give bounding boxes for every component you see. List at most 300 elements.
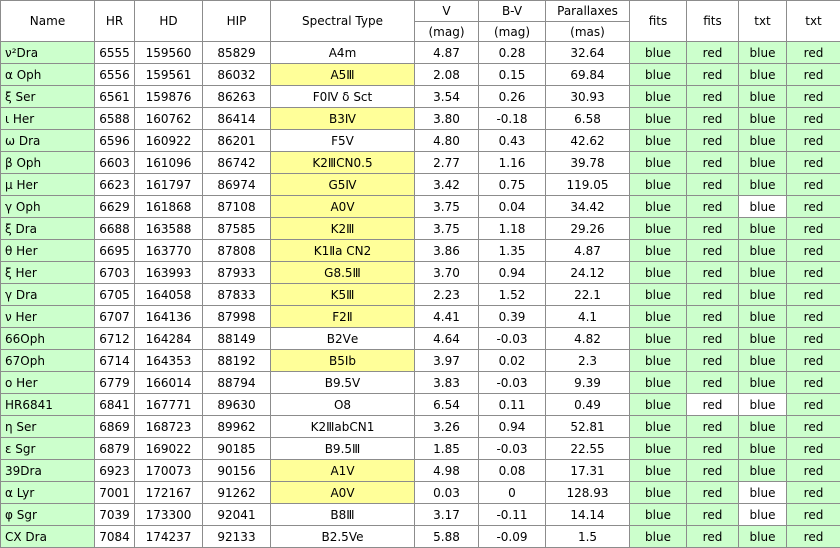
hr-cell: 6588 <box>95 108 135 130</box>
spectral-type-cell: K2ⅢCN0.5 <box>271 152 415 174</box>
hr-cell: 6555 <box>95 42 135 64</box>
txt-red-link[interactable]: red <box>787 306 840 328</box>
bv-color-cell: 0.11 <box>479 394 546 416</box>
fits-red-link[interactable]: red <box>687 394 739 416</box>
parallax-cell: 34.42 <box>546 196 630 218</box>
star-name-cell: θ Her <box>1 240 95 262</box>
header-bv: B-V <box>479 1 546 22</box>
hd-cell: 161868 <box>135 196 203 218</box>
bv-color-cell: 0.43 <box>479 130 546 152</box>
star-name-cell: 39Dra <box>1 460 95 482</box>
fits-red-link[interactable]: red <box>687 504 739 526</box>
hip-cell: 88192 <box>203 350 271 372</box>
fits-blue-link[interactable]: blue <box>630 262 687 284</box>
hr-cell: 6707 <box>95 306 135 328</box>
table-row <box>1 328 840 350</box>
hr-cell: 6603 <box>95 152 135 174</box>
hd-cell: 172167 <box>135 482 203 504</box>
spectral-type-cell: F0Ⅳ δ Sct <box>271 86 415 108</box>
hr-cell: 7001 <box>95 482 135 504</box>
parallax-cell: 17.31 <box>546 460 630 482</box>
v-mag-cell: 2.08 <box>415 64 479 86</box>
hr-cell: 6561 <box>95 86 135 108</box>
txt-blue-link[interactable]: blue <box>739 108 787 130</box>
fits-red-link[interactable]: red <box>687 526 739 548</box>
hr-cell: 7084 <box>95 526 135 548</box>
header-txt-blue: txt <box>739 1 787 42</box>
fits-red-link[interactable]: red <box>687 152 739 174</box>
txt-blue-link[interactable]: blue <box>739 526 787 548</box>
hd-cell: 163993 <box>135 262 203 284</box>
table-row <box>1 350 840 372</box>
txt-blue-link[interactable]: blue <box>739 174 787 196</box>
fits-red-link[interactable]: red <box>687 438 739 460</box>
txt-blue-link[interactable]: blue <box>739 306 787 328</box>
txt-blue-link[interactable]: blue <box>739 284 787 306</box>
fits-blue-link[interactable]: blue <box>630 438 687 460</box>
bv-color-cell: 0.28 <box>479 42 546 64</box>
bv-color-cell: 0.94 <box>479 262 546 284</box>
hip-cell: 92041 <box>203 504 271 526</box>
txt-blue-link[interactable]: blue <box>739 42 787 64</box>
spectral-type-cell: A5Ⅲ <box>271 64 415 86</box>
hr-cell: 6705 <box>95 284 135 306</box>
fits-red-link[interactable]: red <box>687 306 739 328</box>
txt-blue-link[interactable]: blue <box>739 218 787 240</box>
hd-cell: 164058 <box>135 284 203 306</box>
bv-color-cell: -0.09 <box>479 526 546 548</box>
txt-blue-link[interactable]: blue <box>739 416 787 438</box>
spectral-type-cell: B5Ⅰb <box>271 350 415 372</box>
fits-red-link[interactable]: red <box>687 372 739 394</box>
fits-blue-link[interactable]: blue <box>630 350 687 372</box>
v-mag-cell: 3.75 <box>415 196 479 218</box>
fits-blue-link[interactable]: blue <box>630 394 687 416</box>
header-hr: HR <box>95 1 135 42</box>
bv-color-cell: 0.04 <box>479 196 546 218</box>
hd-cell: 174237 <box>135 526 203 548</box>
fits-red-link[interactable]: red <box>687 240 739 262</box>
txt-red-link[interactable]: red <box>787 372 840 394</box>
spectral-type-cell: A0Ⅴ <box>271 196 415 218</box>
v-mag-cell: 3.70 <box>415 262 479 284</box>
fits-blue-link[interactable]: blue <box>630 130 687 152</box>
parallax-cell: 6.58 <box>546 108 630 130</box>
hip-cell: 90156 <box>203 460 271 482</box>
spectral-type-cell: K5Ⅲ <box>271 284 415 306</box>
hip-cell: 87108 <box>203 196 271 218</box>
txt-blue-link[interactable]: blue <box>739 130 787 152</box>
txt-blue-link[interactable]: blue <box>739 328 787 350</box>
table-row <box>1 240 840 262</box>
v-mag-cell: 4.41 <box>415 306 479 328</box>
fits-red-link[interactable]: red <box>687 482 739 504</box>
hd-cell: 160762 <box>135 108 203 130</box>
fits-red-link[interactable]: red <box>687 284 739 306</box>
bv-color-cell: 1.35 <box>479 240 546 262</box>
hd-cell: 166014 <box>135 372 203 394</box>
txt-red-link[interactable]: red <box>787 218 840 240</box>
bv-color-cell: 0.02 <box>479 350 546 372</box>
hr-cell: 6779 <box>95 372 135 394</box>
parallax-cell: 119.05 <box>546 174 630 196</box>
table-row <box>1 130 840 152</box>
spectral-type-cell: G5Ⅳ <box>271 174 415 196</box>
hd-cell: 167771 <box>135 394 203 416</box>
fits-red-link[interactable]: red <box>687 218 739 240</box>
star-name-cell: ν Her <box>1 306 95 328</box>
star-name-cell: β Oph <box>1 152 95 174</box>
spectral-type-cell: B8Ⅲ <box>271 504 415 526</box>
hr-cell: 6629 <box>95 196 135 218</box>
v-mag-cell: 3.42 <box>415 174 479 196</box>
txt-blue-link[interactable]: blue <box>739 460 787 482</box>
spectral-type-cell: F2Ⅱ <box>271 306 415 328</box>
table-row <box>1 86 840 108</box>
hip-cell: 87933 <box>203 262 271 284</box>
hr-cell: 6841 <box>95 394 135 416</box>
v-mag-cell: 2.77 <box>415 152 479 174</box>
hip-cell: 87998 <box>203 306 271 328</box>
hd-cell: 164284 <box>135 328 203 350</box>
txt-red-link[interactable]: red <box>787 64 840 86</box>
v-mag-cell: 2.23 <box>415 284 479 306</box>
bv-color-cell: -0.11 <box>479 504 546 526</box>
fits-blue-link[interactable]: blue <box>630 64 687 86</box>
spectral-type-cell: A0Ⅴ <box>271 482 415 504</box>
table-row <box>1 372 840 394</box>
header-txt-red: txt <box>787 1 840 42</box>
txt-blue-link[interactable]: blue <box>739 394 787 416</box>
hip-cell: 86414 <box>203 108 271 130</box>
bv-color-cell: 0.39 <box>479 306 546 328</box>
header-spectral-type: Spectral Type <box>271 1 415 42</box>
hr-cell: 6703 <box>95 262 135 284</box>
txt-blue-link[interactable]: blue <box>739 438 787 460</box>
bv-color-cell: 1.52 <box>479 284 546 306</box>
bv-color-cell: 1.18 <box>479 218 546 240</box>
hr-cell: 7039 <box>95 504 135 526</box>
v-mag-cell: 4.98 <box>415 460 479 482</box>
hip-cell: 86263 <box>203 86 271 108</box>
parallax-cell: 42.62 <box>546 130 630 152</box>
parallax-cell: 22.1 <box>546 284 630 306</box>
parallax-cell: 4.87 <box>546 240 630 262</box>
fits-red-link[interactable]: red <box>687 196 739 218</box>
bv-color-cell: -0.03 <box>479 438 546 460</box>
hd-cell: 163588 <box>135 218 203 240</box>
fits-blue-link[interactable]: blue <box>630 504 687 526</box>
hip-cell: 89630 <box>203 394 271 416</box>
star-name-cell: ε Sgr <box>1 438 95 460</box>
fits-red-link[interactable]: red <box>687 108 739 130</box>
txt-red-link[interactable]: red <box>787 196 840 218</box>
hip-cell: 91262 <box>203 482 271 504</box>
hd-cell: 173300 <box>135 504 203 526</box>
txt-red-link[interactable]: red <box>787 284 840 306</box>
fits-blue-link[interactable]: blue <box>630 108 687 130</box>
bv-color-cell: 0.26 <box>479 86 546 108</box>
v-mag-cell: 3.75 <box>415 218 479 240</box>
table-row <box>1 42 840 64</box>
star-name-cell: 66Oph <box>1 328 95 350</box>
bv-color-cell: 0 <box>479 482 546 504</box>
hr-cell: 6623 <box>95 174 135 196</box>
v-mag-cell: 0.03 <box>415 482 479 504</box>
txt-blue-link[interactable]: blue <box>739 152 787 174</box>
hip-cell: 87585 <box>203 218 271 240</box>
table-row <box>1 64 840 86</box>
parallax-cell: 4.1 <box>546 306 630 328</box>
txt-blue-link[interactable]: blue <box>739 64 787 86</box>
fits-red-link[interactable]: red <box>687 328 739 350</box>
bv-color-cell: 0.75 <box>479 174 546 196</box>
star-name-cell: ν²Dra <box>1 42 95 64</box>
txt-red-link[interactable]: red <box>787 482 840 504</box>
parallax-cell: 128.93 <box>546 482 630 504</box>
txt-blue-link[interactable]: blue <box>739 504 787 526</box>
fits-blue-link[interactable]: blue <box>630 86 687 108</box>
hr-cell: 6879 <box>95 438 135 460</box>
parallax-cell: 69.84 <box>546 64 630 86</box>
table-row <box>1 504 840 526</box>
fits-blue-link[interactable]: blue <box>630 372 687 394</box>
table-row <box>1 438 840 460</box>
fits-blue-link[interactable]: blue <box>630 218 687 240</box>
parallax-cell: 52.81 <box>546 416 630 438</box>
star-name-cell: γ Oph <box>1 196 95 218</box>
txt-red-link[interactable]: red <box>787 394 840 416</box>
hr-cell: 6556 <box>95 64 135 86</box>
star-name-cell: ξ Dra <box>1 218 95 240</box>
star-name-cell: ξ Her <box>1 262 95 284</box>
table-row <box>1 108 840 130</box>
spectral-type-cell: B2Ⅴe <box>271 328 415 350</box>
hip-cell: 86742 <box>203 152 271 174</box>
fits-blue-link[interactable]: blue <box>630 42 687 64</box>
hr-cell: 6712 <box>95 328 135 350</box>
hd-cell: 160922 <box>135 130 203 152</box>
table-row <box>1 394 840 416</box>
hd-cell: 159876 <box>135 86 203 108</box>
txt-blue-link[interactable]: blue <box>739 482 787 504</box>
star-name-cell: HR6841 <box>1 394 95 416</box>
hip-cell: 86974 <box>203 174 271 196</box>
hip-cell: 90185 <box>203 438 271 460</box>
v-mag-cell: 4.87 <box>415 42 479 64</box>
v-mag-cell: 1.85 <box>415 438 479 460</box>
hd-cell: 159560 <box>135 42 203 64</box>
spectral-type-cell: O8 <box>271 394 415 416</box>
fits-blue-link[interactable]: blue <box>630 526 687 548</box>
fits-red-link[interactable]: red <box>687 42 739 64</box>
txt-blue-link[interactable]: blue <box>739 350 787 372</box>
parallax-cell: 30.93 <box>546 86 630 108</box>
txt-blue-link[interactable]: blue <box>739 86 787 108</box>
v-mag-cell: 3.17 <box>415 504 479 526</box>
txt-blue-link[interactable]: blue <box>739 372 787 394</box>
hd-cell: 159561 <box>135 64 203 86</box>
txt-red-link[interactable]: red <box>787 240 840 262</box>
header-row <box>1 1 840 22</box>
fits-blue-link[interactable]: blue <box>630 416 687 438</box>
txt-red-link[interactable]: red <box>787 174 840 196</box>
hip-cell: 87808 <box>203 240 271 262</box>
fits-blue-link[interactable]: blue <box>630 284 687 306</box>
table-row <box>1 284 840 306</box>
table-row <box>1 174 840 196</box>
spectral-type-cell: F5Ⅴ <box>271 130 415 152</box>
hd-cell: 169022 <box>135 438 203 460</box>
hip-cell: 85829 <box>203 42 271 64</box>
spectral-type-cell: B9.5Ⅲ <box>271 438 415 460</box>
header-parallaxes-unit: (mas) <box>546 22 630 42</box>
txt-blue-link[interactable]: blue <box>739 196 787 218</box>
hip-cell: 86201 <box>203 130 271 152</box>
v-mag-cell: 3.83 <box>415 372 479 394</box>
txt-red-link[interactable]: red <box>787 416 840 438</box>
table-row <box>1 306 840 328</box>
v-mag-cell: 3.26 <box>415 416 479 438</box>
table-row <box>1 196 840 218</box>
fits-blue-link[interactable]: blue <box>630 482 687 504</box>
parallax-cell: 9.39 <box>546 372 630 394</box>
hr-cell: 6714 <box>95 350 135 372</box>
table-row <box>1 152 840 174</box>
v-mag-cell: 4.64 <box>415 328 479 350</box>
v-mag-cell: 3.86 <box>415 240 479 262</box>
txt-red-link[interactable]: red <box>787 86 840 108</box>
spectral-type-cell: K2Ⅲ <box>271 218 415 240</box>
header-bv-unit: (mag) <box>479 22 546 42</box>
bv-color-cell: -0.03 <box>479 328 546 350</box>
hip-cell: 88794 <box>203 372 271 394</box>
fits-red-link[interactable]: red <box>687 174 739 196</box>
txt-red-link[interactable]: red <box>787 152 840 174</box>
star-name-cell: γ Dra <box>1 284 95 306</box>
parallax-cell: 24.12 <box>546 262 630 284</box>
hip-cell: 89962 <box>203 416 271 438</box>
star-name-cell: CX Dra <box>1 526 95 548</box>
hr-cell: 6596 <box>95 130 135 152</box>
hr-cell: 6688 <box>95 218 135 240</box>
v-mag-cell: 5.88 <box>415 526 479 548</box>
parallax-cell: 32.64 <box>546 42 630 64</box>
fits-red-link[interactable]: red <box>687 460 739 482</box>
bv-color-cell: 0.94 <box>479 416 546 438</box>
table-row <box>1 526 840 548</box>
fits-blue-link[interactable]: blue <box>630 240 687 262</box>
fits-red-link[interactable]: red <box>687 64 739 86</box>
hip-cell: 88149 <box>203 328 271 350</box>
star-name-cell: ο Her <box>1 372 95 394</box>
fits-blue-link[interactable]: blue <box>630 460 687 482</box>
txt-blue-link[interactable]: blue <box>739 262 787 284</box>
star-name-cell: μ Her <box>1 174 95 196</box>
txt-red-link[interactable]: red <box>787 108 840 130</box>
star-name-cell: ω Dra <box>1 130 95 152</box>
star-name-cell: φ Sgr <box>1 504 95 526</box>
parallax-cell: 14.14 <box>546 504 630 526</box>
hr-cell: 6869 <box>95 416 135 438</box>
fits-blue-link[interactable]: blue <box>630 174 687 196</box>
hd-cell: 161797 <box>135 174 203 196</box>
table-body <box>1 42 840 548</box>
fits-blue-link[interactable]: blue <box>630 196 687 218</box>
hd-cell: 163770 <box>135 240 203 262</box>
table-row <box>1 218 840 240</box>
star-name-cell: 67Oph <box>1 350 95 372</box>
star-name-cell: η Ser <box>1 416 95 438</box>
spectral-type-cell: B3Ⅳ <box>271 108 415 130</box>
spectral-type-cell: K2ⅢabCN1 <box>271 416 415 438</box>
txt-red-link[interactable]: red <box>787 438 840 460</box>
txt-red-link[interactable]: red <box>787 262 840 284</box>
hd-cell: 168723 <box>135 416 203 438</box>
star-name-cell: α Oph <box>1 64 95 86</box>
spectral-type-cell: B9.5Ⅴ <box>271 372 415 394</box>
parallax-cell: 29.26 <box>546 218 630 240</box>
table-row <box>1 416 840 438</box>
star-name-cell: ι Her <box>1 108 95 130</box>
bv-color-cell: 0.08 <box>479 460 546 482</box>
table-row <box>1 262 840 284</box>
fits-blue-link[interactable]: blue <box>630 306 687 328</box>
star-name-cell: α Lyr <box>1 482 95 504</box>
txt-blue-link[interactable]: blue <box>739 240 787 262</box>
header-name: Name <box>1 1 95 42</box>
hip-cell: 86032 <box>203 64 271 86</box>
spectral-type-cell: K1Ⅱa CN2 <box>271 240 415 262</box>
txt-red-link[interactable]: red <box>787 350 840 372</box>
v-mag-cell: 3.97 <box>415 350 479 372</box>
bv-color-cell: -0.03 <box>479 372 546 394</box>
star-name-cell: ξ Ser <box>1 86 95 108</box>
parallax-cell: 39.78 <box>546 152 630 174</box>
parallax-cell: 22.55 <box>546 438 630 460</box>
fits-blue-link[interactable]: blue <box>630 328 687 350</box>
table-row <box>1 460 840 482</box>
txt-red-link[interactable]: red <box>787 526 840 548</box>
header-hip: HIP <box>203 1 271 42</box>
fits-blue-link[interactable]: blue <box>630 152 687 174</box>
header-v-unit: (mag) <box>415 22 479 42</box>
txt-red-link[interactable]: red <box>787 460 840 482</box>
spectral-type-cell: B2.5Ve <box>271 526 415 548</box>
fits-red-link[interactable]: red <box>687 86 739 108</box>
spectral-type-cell: A4m <box>271 42 415 64</box>
txt-red-link[interactable]: red <box>787 504 840 526</box>
txt-red-link[interactable]: red <box>787 42 840 64</box>
fits-red-link[interactable]: red <box>687 130 739 152</box>
fits-red-link[interactable]: red <box>687 262 739 284</box>
parallax-cell: 1.5 <box>546 526 630 548</box>
txt-red-link[interactable]: red <box>787 328 840 350</box>
hd-cell: 164136 <box>135 306 203 328</box>
bv-color-cell: 1.16 <box>479 152 546 174</box>
header-fits-red: fits <box>687 1 739 42</box>
header-v: V <box>415 1 479 22</box>
v-mag-cell: 6.54 <box>415 394 479 416</box>
fits-red-link[interactable]: red <box>687 350 739 372</box>
hip-cell: 87833 <box>203 284 271 306</box>
header-hd: HD <box>135 1 203 42</box>
spectral-type-cell: G8.5Ⅲ <box>271 262 415 284</box>
hd-cell: 170073 <box>135 460 203 482</box>
fits-red-link[interactable]: red <box>687 416 739 438</box>
txt-red-link[interactable]: red <box>787 130 840 152</box>
v-mag-cell: 3.54 <box>415 86 479 108</box>
